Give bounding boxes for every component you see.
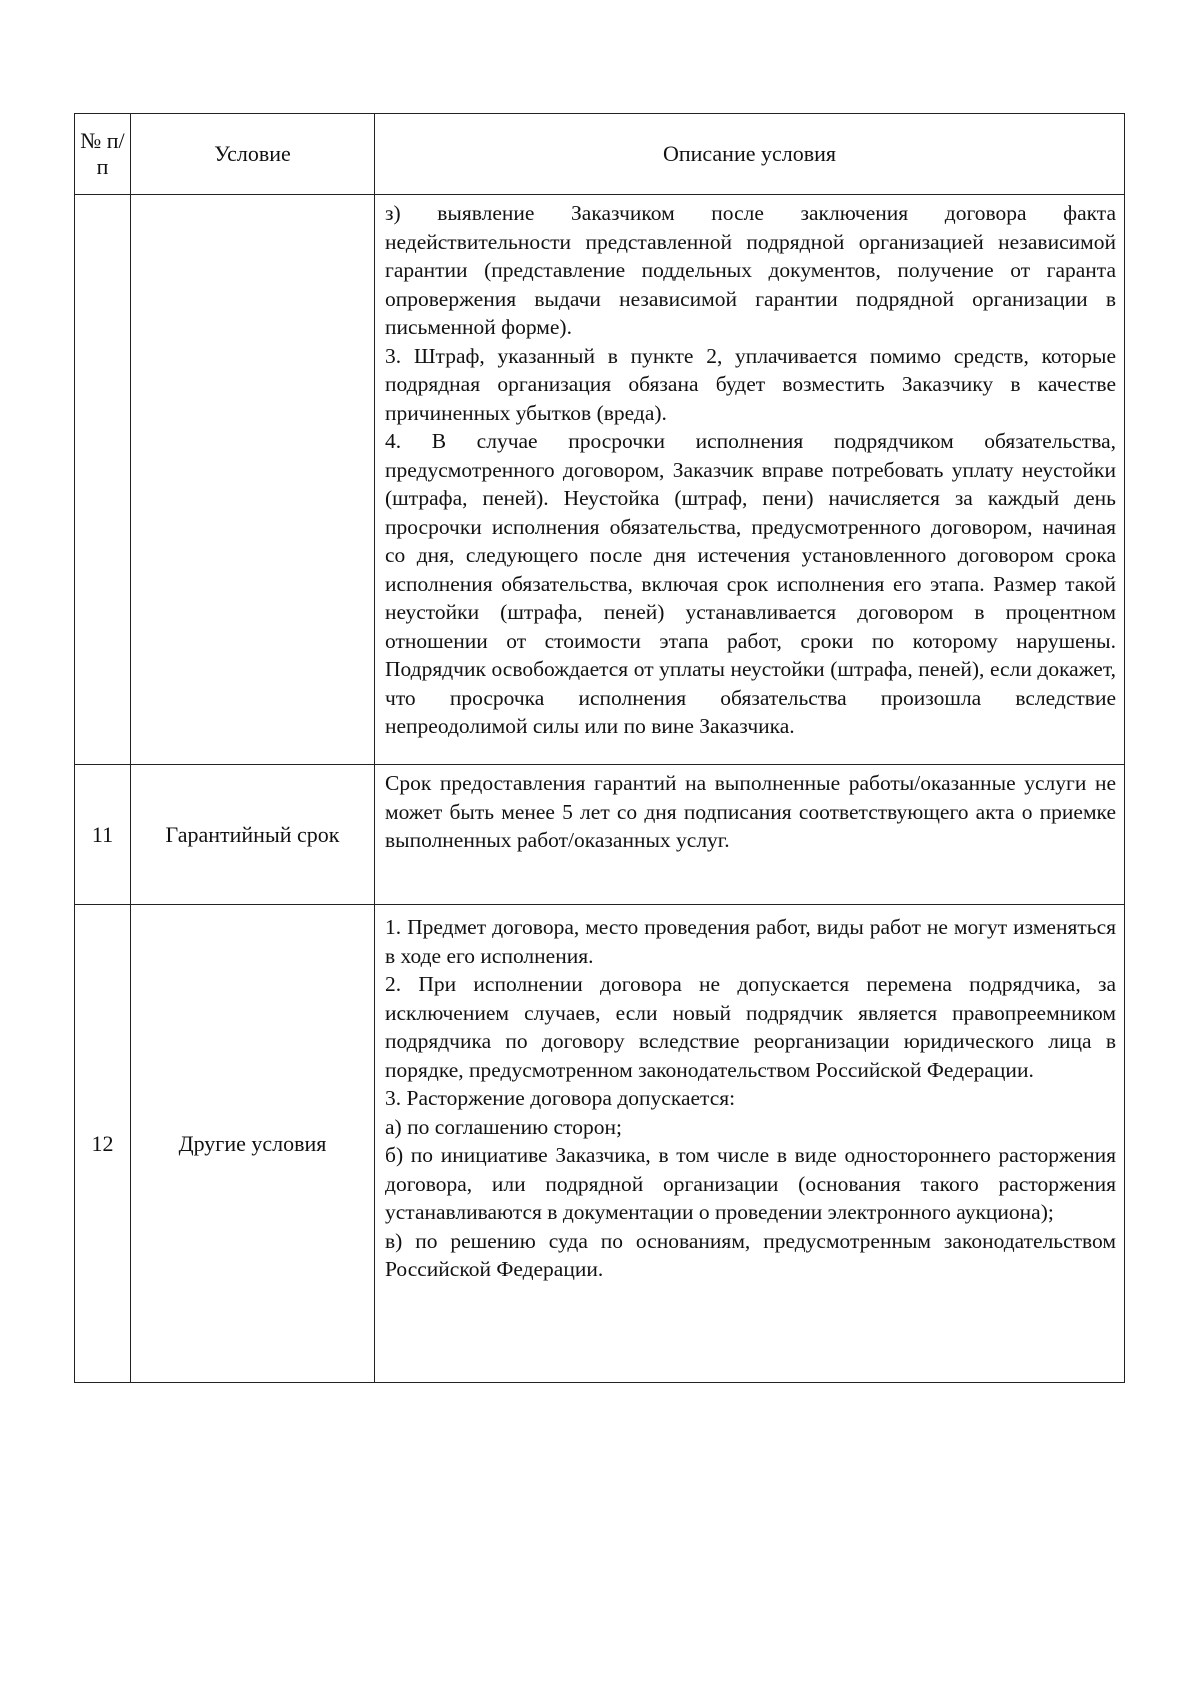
- table-header-row: [75, 114, 1125, 195]
- description-paragraph: 2. При исполнении договора не допускается перемена подрядчика, за исключением случаев, если новый подрядчик является правопреемником подрядчика по договору вследствие реорганизации юридического лица в порядке, предусмотренном законодательством Российской Федерации.: [385, 972, 1116, 1082]
- description-paragraph: 1. Предмет договора, место проведения работ, виды работ не могут изменяться в ходе его исполнения.: [385, 915, 1116, 968]
- description-paragraph: а) по соглашению сторон;: [385, 1114, 622, 1139]
- description-paragraph: Срок предоставления гарантий на выполненные работы/оказанные услуги не может быть менее 5 лет со дня подписания соответствующего акта о приемке выполненных работ/оказанных услуг.: [385, 771, 1116, 852]
- description-paragraph: з) выявление Заказчиком после заключения договора факта недействительности представленной подрядной организацией независимой гарантии (представление поддельных документов, получение от гаранта опровержения выдачи независимой гарантии подрядной организации в письменной форме).: [385, 201, 1116, 339]
- row-condition: Другие условия: [131, 905, 375, 1383]
- conditions-table: [74, 113, 1125, 1383]
- description-paragraph: 3. Штраф, указанный в пункте 2, уплачивается помимо средств, которые подрядная организация обязана будет возместить Заказчику в качестве причиненных убытков (вреда).: [385, 343, 1116, 425]
- row-description: [375, 765, 1125, 905]
- row-description: [375, 905, 1125, 1383]
- header-condition: Условие: [131, 114, 375, 195]
- description-paragraph: б) по инициативе Заказчика, в том числе в виде одностороннего расторжения договора, или подрядной организации (основания такого расторжения устанавливаются в документации о проведении электронного аукциона);: [385, 1143, 1116, 1224]
- description-paragraph: в) по решению суда по основаниям, предусмотренным законодательством Российской Федерации.: [385, 1228, 1116, 1281]
- table-row: [75, 765, 1125, 905]
- row-number: 11: [75, 765, 131, 905]
- description-paragraph: 3. Расторжение договора допускается:: [385, 1086, 736, 1110]
- header-description: Описание условия: [375, 114, 1125, 195]
- row-number: [75, 195, 131, 765]
- row-number: 12: [75, 905, 131, 1383]
- row-condition: Гарантийный срок: [131, 765, 375, 905]
- description-paragraph: 4. В случае просрочки исполнения подрядчиком обязательства, предусмотренного договором, Заказчик вправе потребовать уплату неустойки (штрафа, пеней). Неустойка (штраф, пени) начисляется за каждый день просрочки исполнения обязательства, предусмотренного договором, начиная со дня, следующего после дня истечения установленного договором срока исполнения обязательства, включая срок исполнения его этапа. Размер такой неустойки (штрафа, пеней) устанавливается договором в процентном отношении от стоимости этапа работ, сроки по которому нарушены. Подрядчик освобождается от уплаты неустойки (штрафа, пеней), если докажет, что просрочка исполнения обязательства произошла вследствие непреодолимой силы или по вине Заказчика.: [385, 429, 1116, 738]
- row-description: [375, 195, 1125, 765]
- header-number: № п/п: [75, 114, 131, 195]
- table-row: [75, 195, 1125, 765]
- table-row: [75, 905, 1125, 1383]
- row-condition: [131, 195, 375, 765]
